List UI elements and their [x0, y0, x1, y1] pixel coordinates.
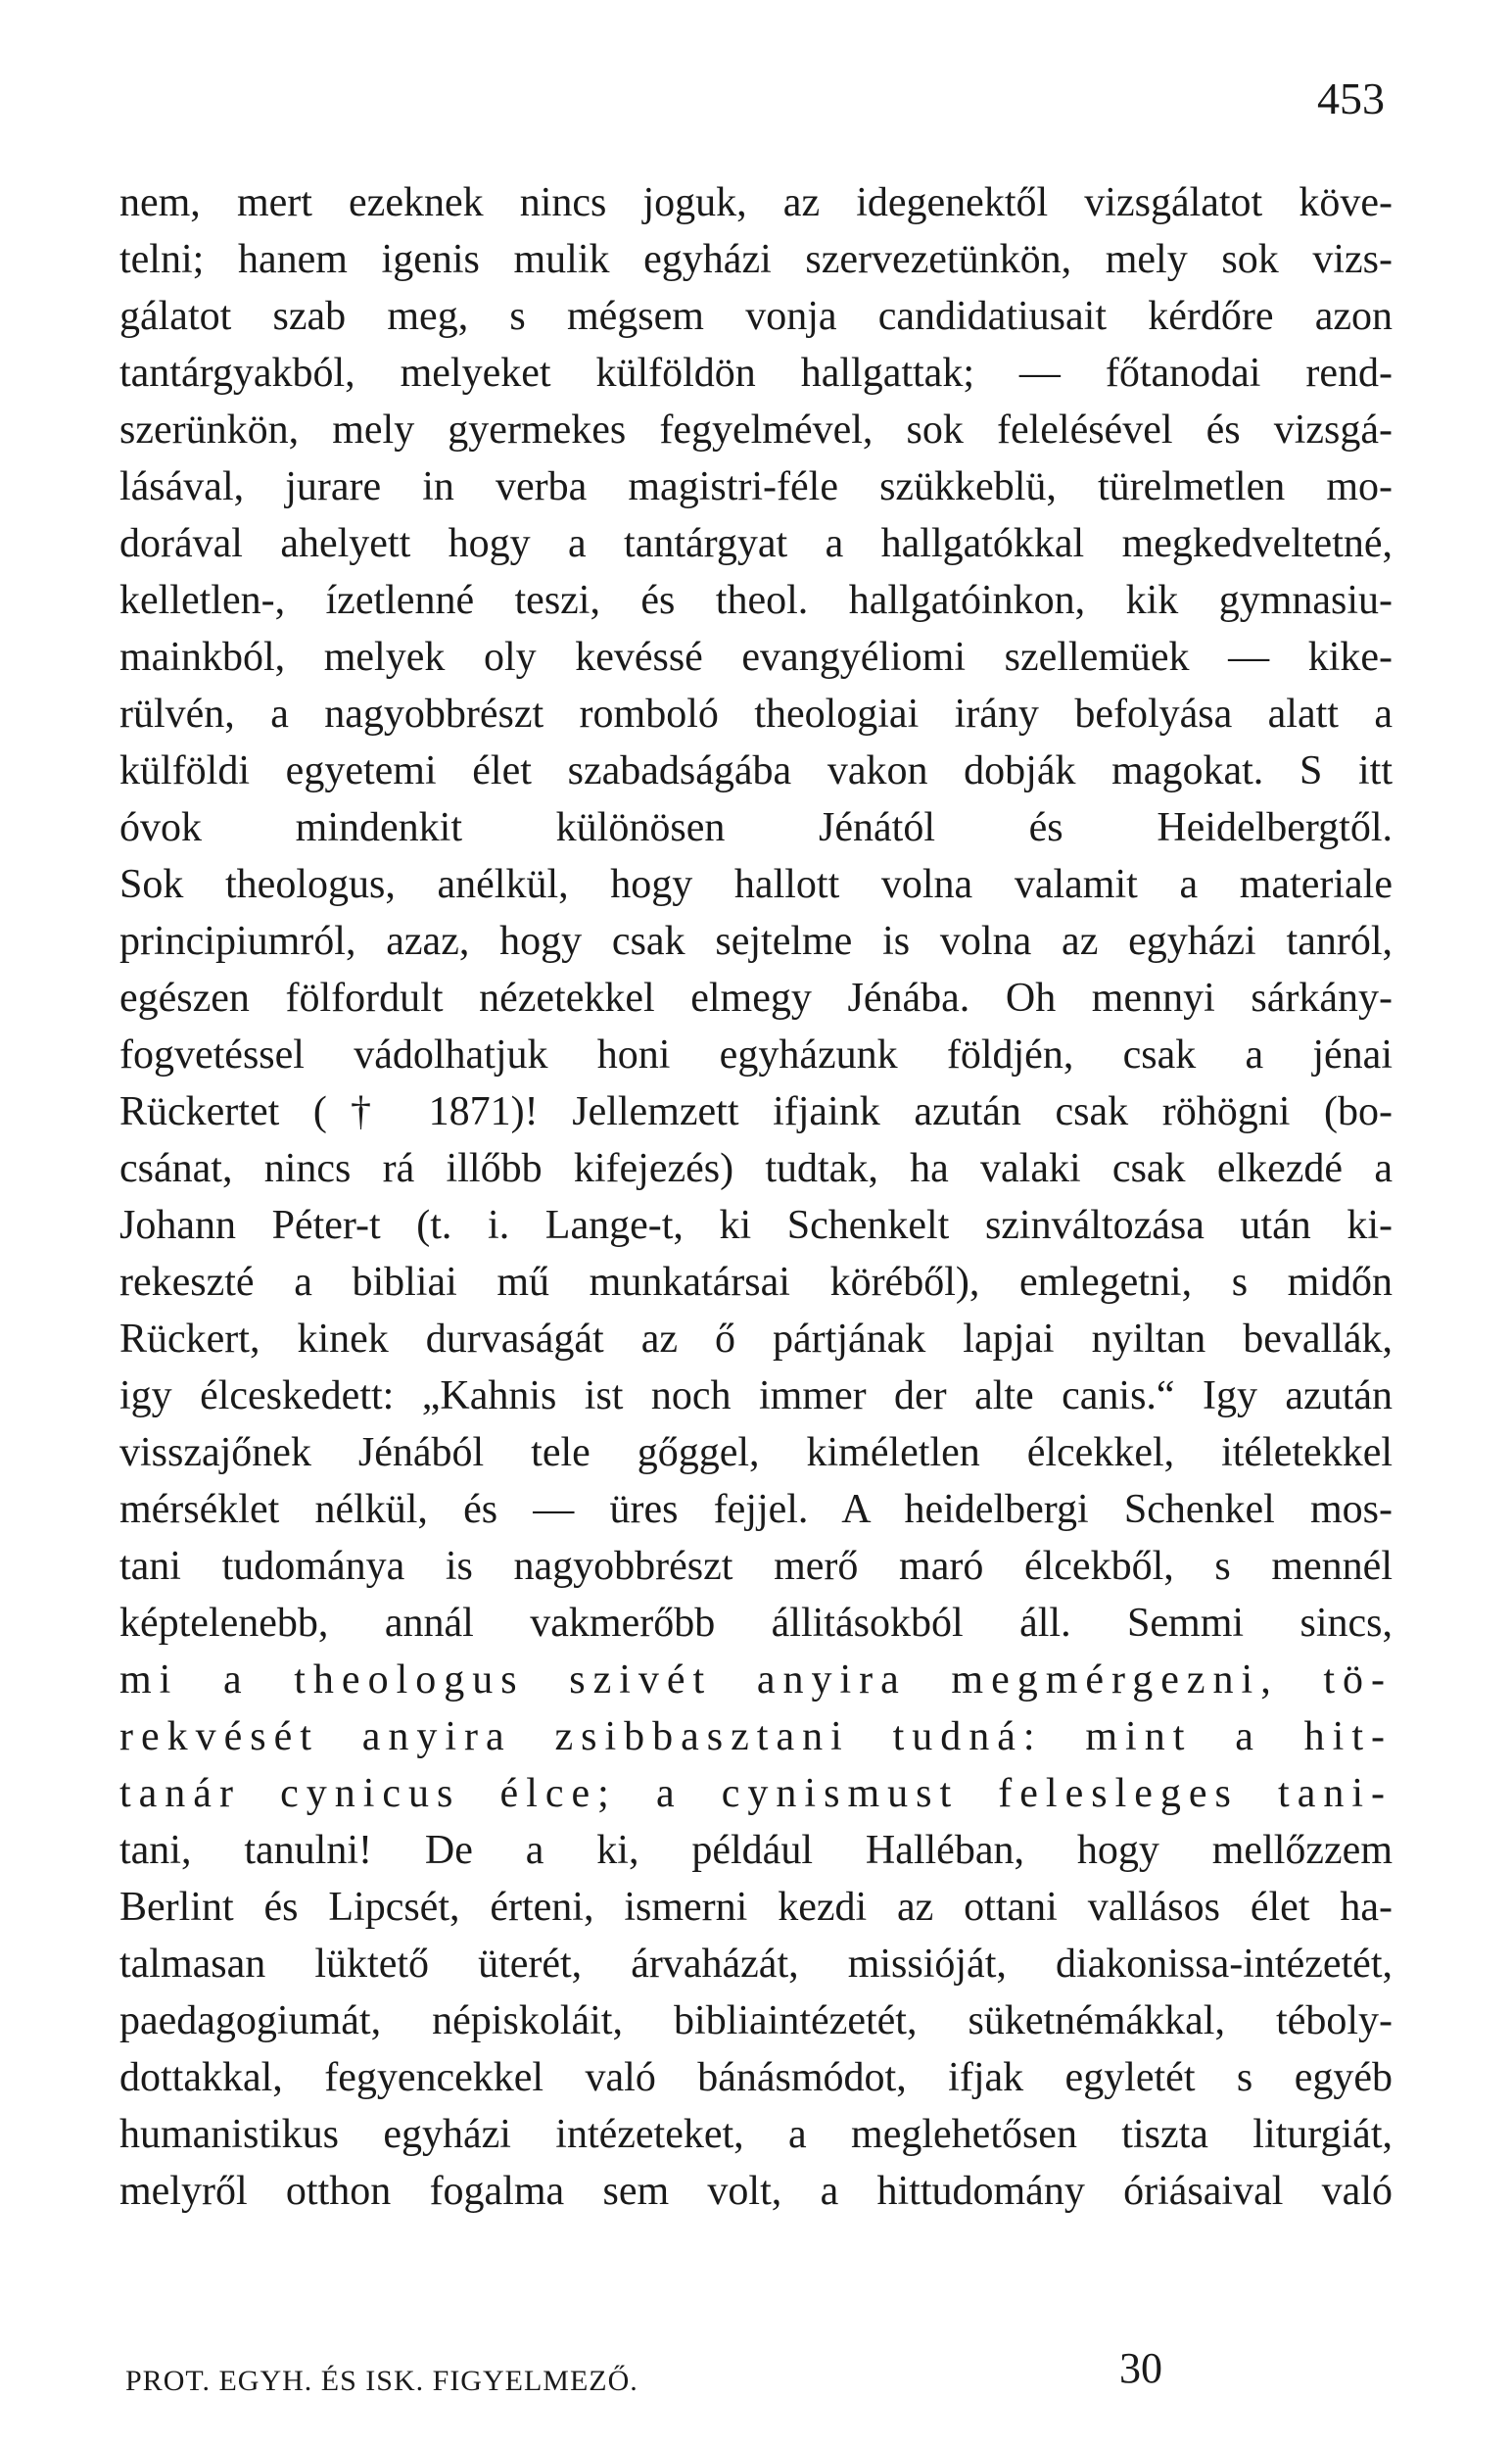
text-line: szerünkön, mely gyermekes fegyelmével, sok felelésével és vizsgá-: [119, 408, 1393, 453]
text-line: rekeszté a bibliai mű munkatársai köréből), emlegetni, s midőn: [119, 1260, 1393, 1305]
signature-line: PROT. EGYH. ÉS ISK. FIGYELMEZŐ.: [125, 2365, 638, 2397]
text-line: melyről otthon fogalma sem volt, a hittudomány óriásaival való: [119, 2169, 1393, 2214]
text-line: külföldi egyetemi élet szabadságába vakon dobják magokat. S itt: [119, 748, 1393, 793]
text-line: tani, tanulni! De a ki, például Halléban, hogy mellőzzem: [119, 1828, 1393, 1873]
text-line: tantárgyakból, melyeket külföldön hallgattak; — főtanodai rend-: [119, 351, 1393, 396]
text-line: egészen fölfordult nézetekkel elmegy Jénába. Oh mennyi sárkány-: [119, 976, 1393, 1021]
text-line: mi a theologus szivét anyira megmérgezni, tö-: [119, 1657, 1393, 1703]
text-line: tanár cynicus élce; a cynismust felesleges tani-: [119, 1771, 1393, 1816]
page-number: 453: [1317, 73, 1385, 123]
text-line: Rückert, kinek durvaságát az ő pártjának lapjai nyiltan bevallák,: [119, 1317, 1393, 1362]
text-line: rekvését anyira zsibbasztani tudná: mint a hit-: [119, 1714, 1393, 1759]
text-line: mainkból, melyek oly kevéssé evangyéliomi szellemüek — kike-: [119, 635, 1393, 680]
text-line: dorával ahelyett hogy a tantárgyat a hallgatókkal megkedveltetné,: [119, 521, 1393, 566]
text-line: igy élceskedett: „Kahnis ist noch immer der alte canis.“ Igy azután: [119, 1373, 1393, 1418]
text-line: tani tudománya is nagyobbrészt merő maró élcekből, s mennél: [119, 1544, 1393, 1589]
text-line: kelletlen-, ízetlenné teszi, és theol. hallgatóinkon, kik gymnasiu-: [119, 578, 1393, 623]
text-line: dottakkal, fegyencekkel való bánásmódot, ifjak egyletét s egyéb: [119, 2055, 1393, 2100]
text-line: fogvetéssel vádolhatjuk honi egyházunk földjén, csak a jénai: [119, 1032, 1393, 1078]
text-line: csánat, nincs rá illőbb kifejezés) tudtak, ha valaki csak elkezdé a: [119, 1146, 1393, 1191]
text-line: lásával, jurare in verba magistri-féle szükkeblü, türelmetlen mo-: [119, 464, 1393, 509]
body-text: [119, 174, 1393, 2220]
text-line: óvok mindenkit különösen Jénától és Heidelbergtől.: [119, 805, 1393, 850]
text-line: visszajőnek Jénából tele gőggel, kiméletlen élcekkel, itéletekkel: [119, 1430, 1393, 1475]
text-line: Johann Péter-t (t. i. Lange-t, ki Schenkelt szinváltozása után ki-: [119, 1203, 1393, 1248]
text-line: Berlint és Lipcsét, érteni, ismerni kezdi az ottani vallásos élet ha-: [119, 1885, 1393, 1930]
text-line: telni; hanem igenis mulik egyházi szervezetünkön, mely sok vizs-: [119, 237, 1393, 282]
text-line: principiumról, azaz, hogy csak sejtelme is volna az egyházi tanról,: [119, 919, 1393, 964]
text-line: Sok theologus, anélkül, hogy hallott volna valamit a materiale: [119, 862, 1393, 907]
page-footer: [125, 2343, 1163, 2402]
text-line: mérséklet nélkül, és — üres fejjel. A heidelbergi Schenkel mos-: [119, 1487, 1393, 1532]
text-line: humanistikus egyházi intézeteket, a meglehetősen tiszta liturgiát,: [119, 2112, 1393, 2157]
text-line: gálatot szab meg, s mégsem vonja candidatiusait kérdőre azon: [119, 294, 1393, 339]
text-line: talmasan lüktető üterét, árvaházát, missióját, diakonissa-intézetét,: [119, 1942, 1393, 1987]
text-line: nem, mert ezeknek nincs joguk, az idegenektől vizsgálatot köve-: [119, 180, 1393, 225]
signature-number: 30: [1119, 2344, 1162, 2392]
text-line: paedagogiumát, népiskoláit, bibliaintézetét, süketnémákkal, téboly-: [119, 1998, 1393, 2043]
text-line: rülvén, a nagyobbrészt romboló theologiai irány befolyása alatt a: [119, 692, 1393, 737]
text-line: képtelenebb, annál vakmerőbb állitásokból áll. Semmi sincs,: [119, 1601, 1393, 1646]
text-line: Rückertet († 1871)! Jellemzett ifjaink azután csak röhögni (bo-: [119, 1089, 1393, 1134]
